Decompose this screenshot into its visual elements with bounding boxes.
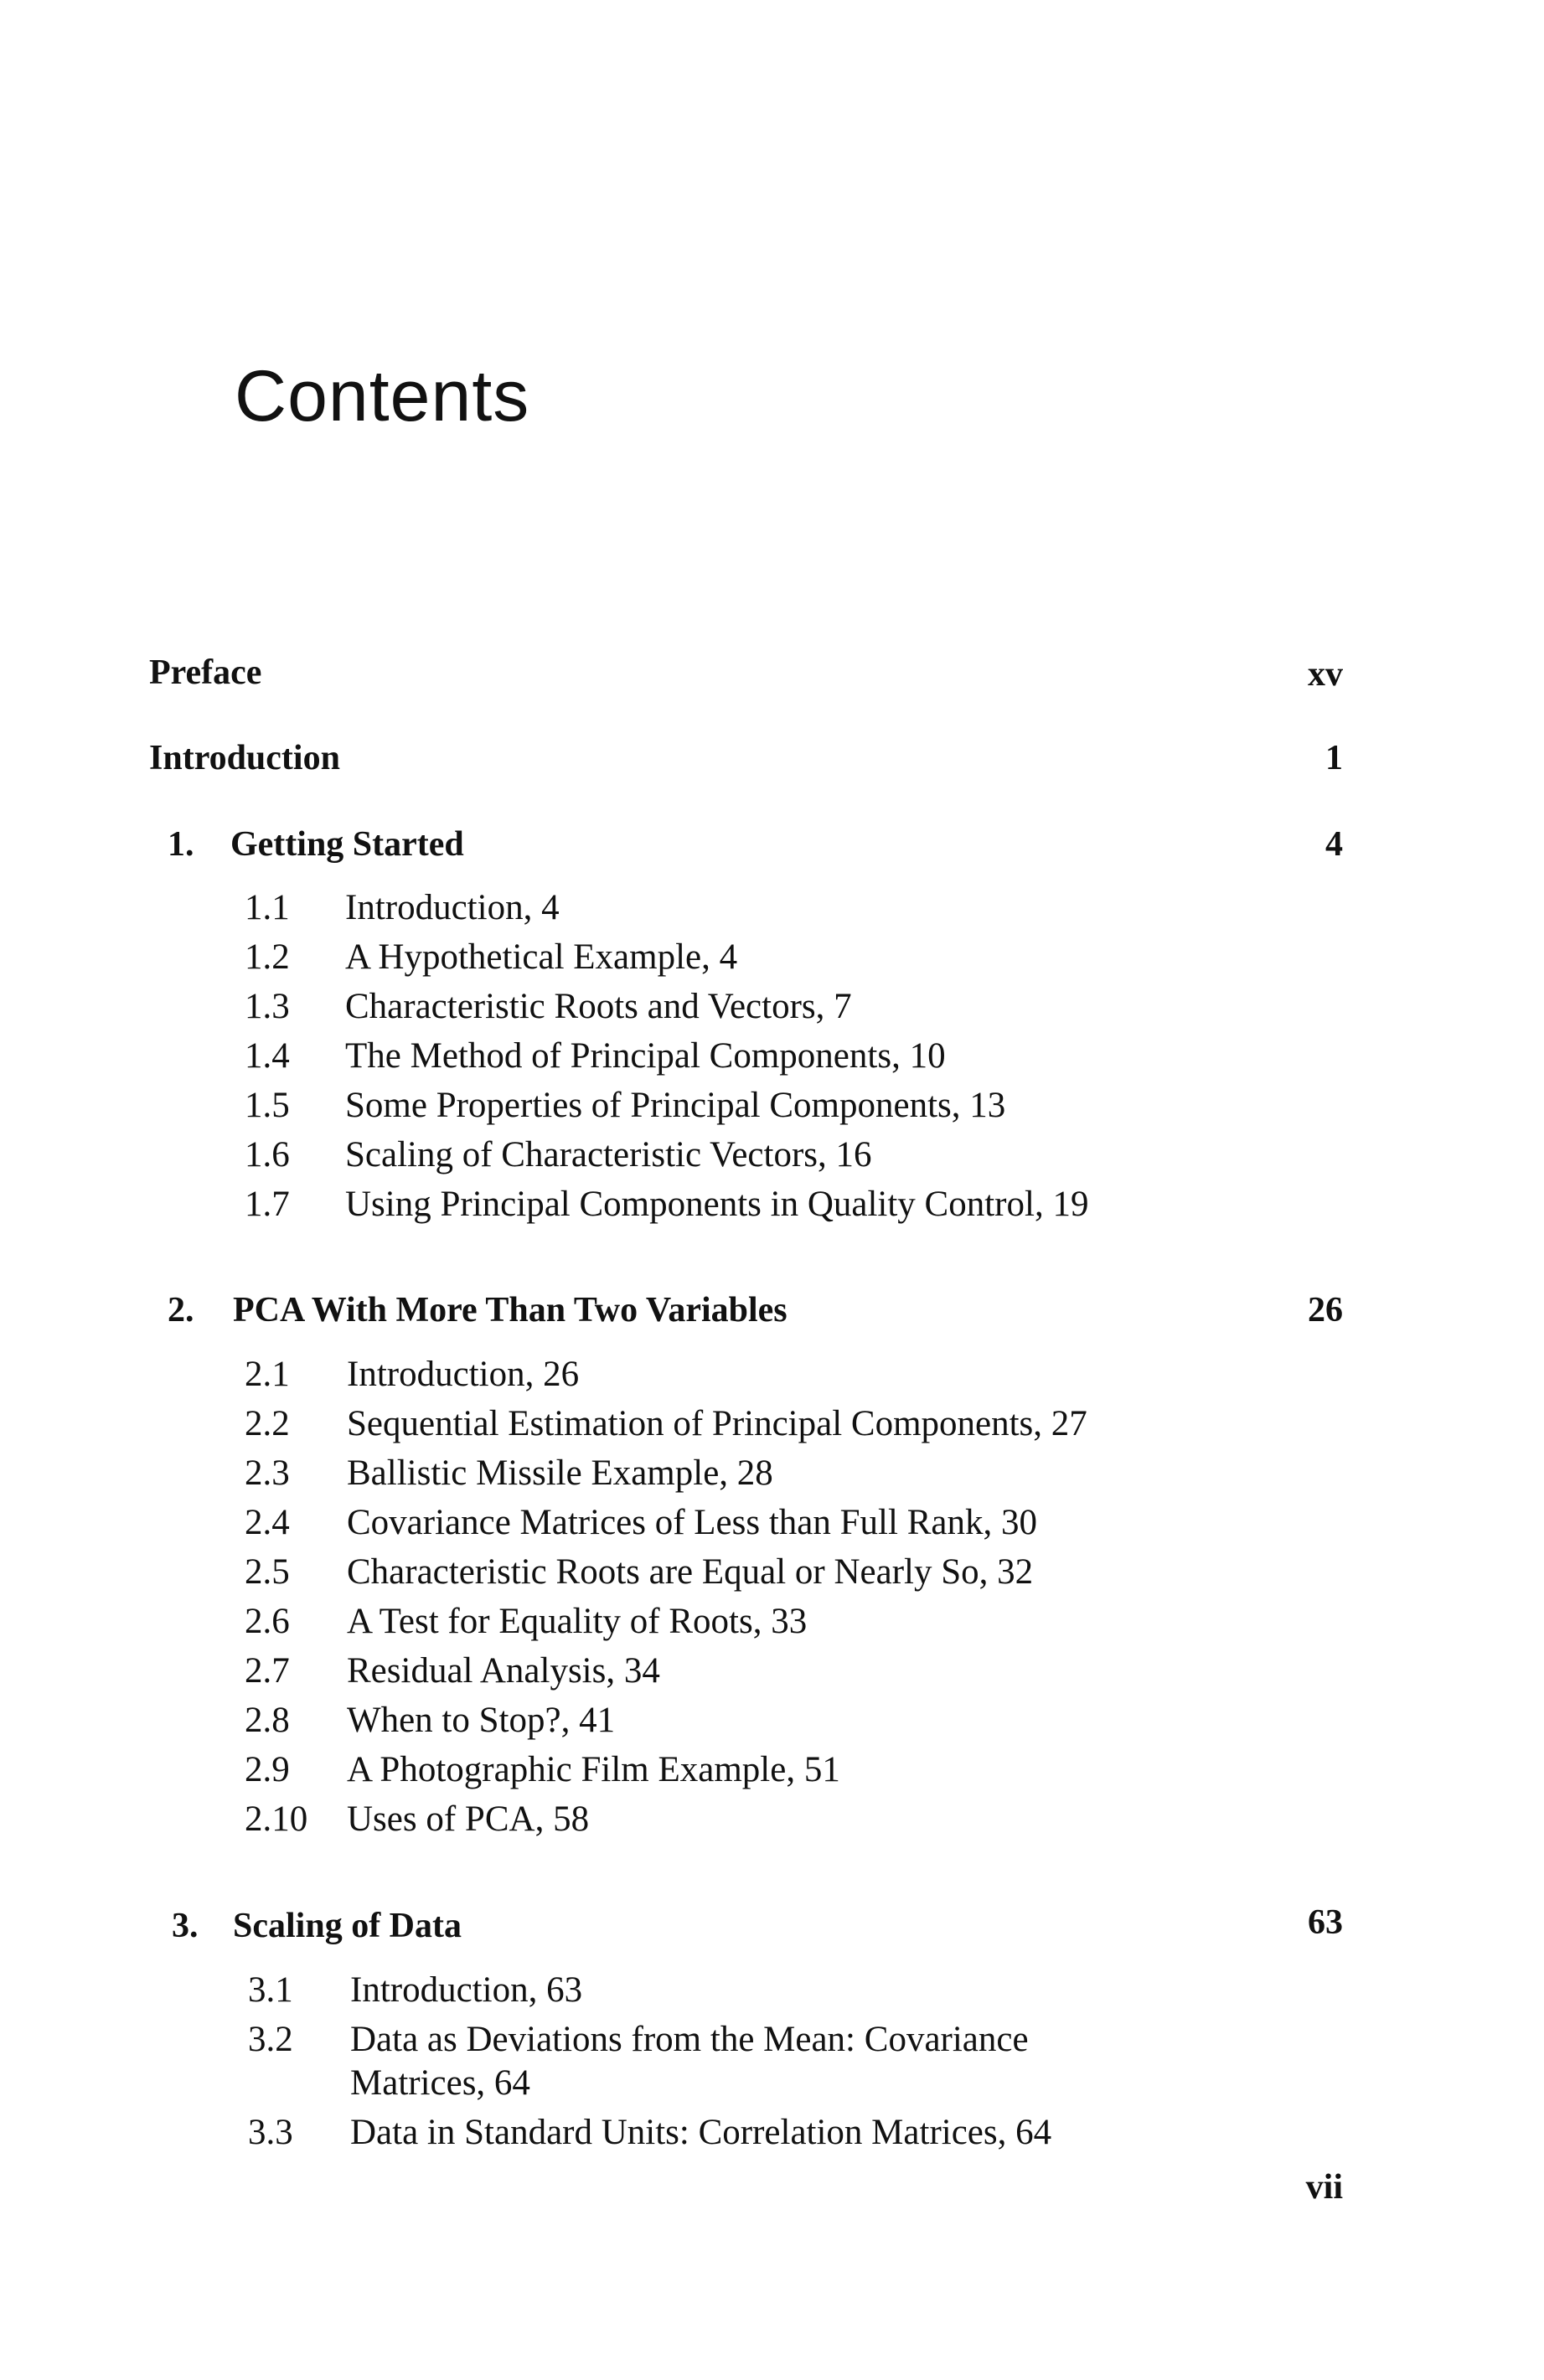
toc-page-preface: xv [1308, 655, 1343, 694]
section-number: 1.2 [245, 937, 290, 977]
section-title: Introduction, 4 [345, 888, 560, 927]
section-title: When to Stop?, 41 [347, 1701, 616, 1740]
section-title: Residual Analysis, 34 [347, 1651, 660, 1691]
section-number: 2.5 [245, 1552, 290, 1592]
section-title: Data as Deviations from the Mean: Covariance [350, 2020, 1029, 2059]
section-number: 2.3 [245, 1453, 290, 1493]
toc-entry-introduction: Introduction [149, 739, 340, 777]
section-title: Some Properties of Principal Components, 13 [345, 1086, 1006, 1125]
chapter-page: 4 [1325, 825, 1343, 864]
section-number: 2.9 [245, 1750, 290, 1789]
section-number: 1.6 [245, 1135, 290, 1175]
section-number: 2.6 [245, 1602, 290, 1641]
toc-page-introduction: 1 [1325, 739, 1343, 777]
section-title: Introduction, 26 [347, 1355, 580, 1394]
section-number: 2.7 [245, 1651, 290, 1691]
section-title: Ballistic Missile Example, 28 [347, 1453, 773, 1493]
section-title: The Method of Principal Components, 10 [345, 1036, 946, 1076]
section-number: 3.2 [248, 2020, 293, 2059]
section-title: Characteristic Roots are Equal or Nearly So, 32 [347, 1552, 1034, 1592]
chapter-number: 3. [172, 1907, 199, 1945]
section-title-continuation: Matrices, 64 [350, 2063, 530, 2103]
section-number: 1.7 [245, 1185, 290, 1224]
section-title: Introduction, 63 [350, 1970, 583, 2010]
section-number: 3.3 [248, 2113, 293, 2152]
chapter-number: 2. [168, 1291, 194, 1329]
section-number: 1.1 [245, 888, 290, 927]
section-number: 2.10 [245, 1799, 308, 1839]
section-number: 2.2 [245, 1404, 290, 1443]
section-title: A Photographic Film Example, 51 [347, 1750, 840, 1789]
section-title: A Test for Equality of Roots, 33 [347, 1602, 808, 1641]
section-number: 1.5 [245, 1086, 290, 1125]
chapter-page: 26 [1308, 1291, 1343, 1329]
toc-entry-preface: Preface [149, 653, 262, 692]
chapter-title: Getting Started [230, 825, 464, 864]
section-number: 2.4 [245, 1503, 290, 1542]
section-number: 3.1 [248, 1970, 293, 2010]
section-title: Covariance Matrices of Less than Full Rank, 30 [347, 1503, 1037, 1542]
section-title: Sequential Estimation of Principal Components, 27 [347, 1404, 1087, 1443]
section-title: Uses of PCA, 58 [347, 1799, 590, 1839]
section-number: 2.8 [245, 1701, 290, 1740]
section-title: Characteristic Roots and Vectors, 7 [345, 987, 852, 1026]
chapter-number: 1. [168, 825, 194, 864]
section-number: 1.3 [245, 987, 290, 1026]
section-title: Scaling of Characteristic Vectors, 16 [345, 1135, 872, 1175]
page-number: vii [1305, 2168, 1343, 2207]
section-title: Data in Standard Units: Correlation Matrices, 64 [350, 2113, 1052, 2152]
section-number: 2.1 [245, 1355, 290, 1394]
chapter-title: PCA With More Than Two Variables [233, 1291, 787, 1329]
chapter-page: 63 [1308, 1903, 1343, 1942]
section-title: Using Principal Components in Quality Control, 19 [345, 1185, 1089, 1224]
chapter-title: Scaling of Data [233, 1907, 462, 1945]
section-number: 1.4 [245, 1036, 290, 1076]
section-title: A Hypothetical Example, 4 [345, 937, 738, 977]
page-title: Contents [235, 356, 530, 436]
